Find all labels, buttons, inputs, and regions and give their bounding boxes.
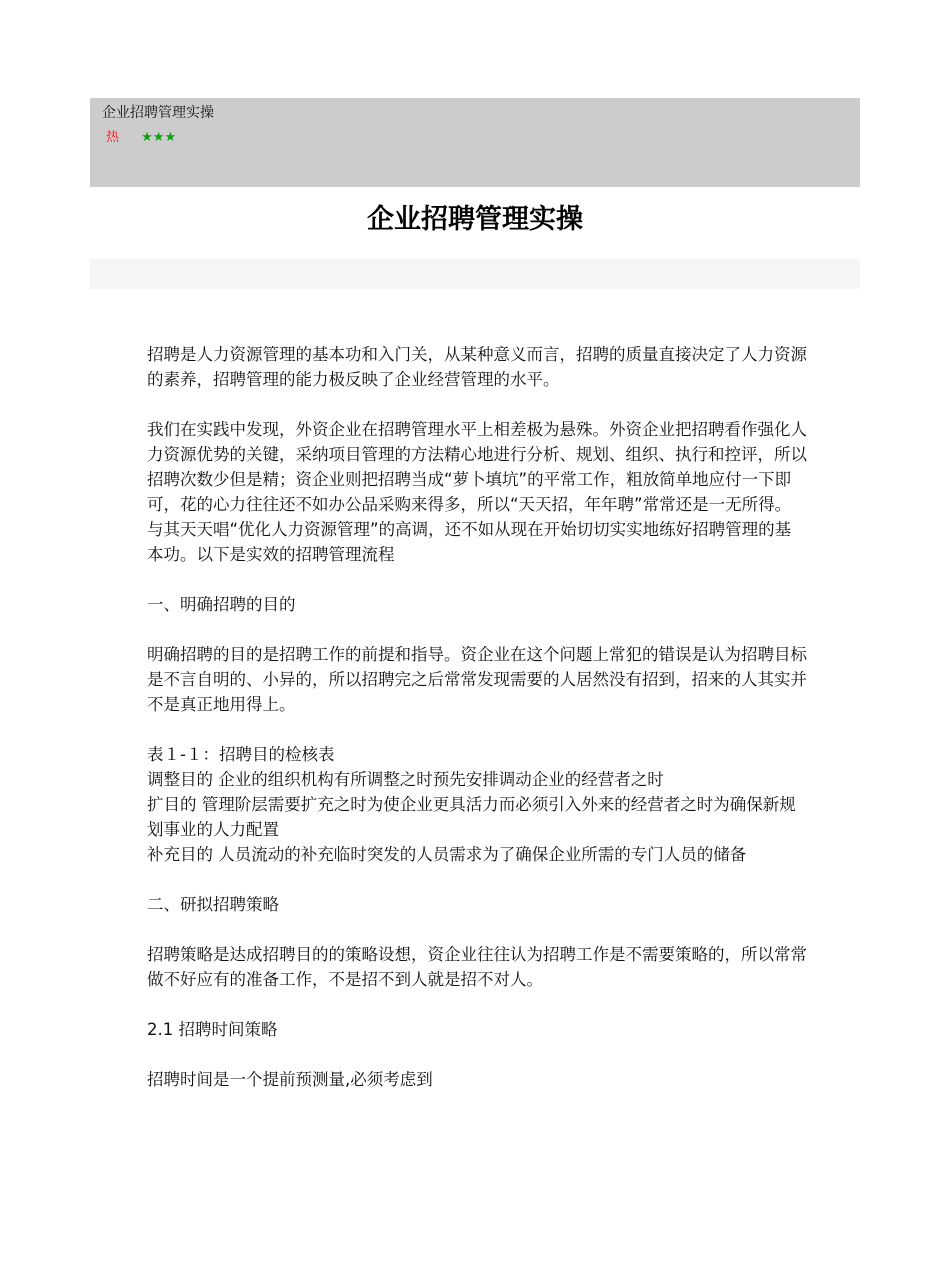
- paragraph-advice: 与其天天唱“优化人力资源管理”的高调，还不如从现在开始切切实实地练好招聘管理的基本功。以下是实效的招聘管理流程: [147, 520, 792, 564]
- table-row-expand: 扩目的 管理阶层需要扩充之时为使企业更具活力而必须引入外来的经营者之时为确保新规划事业的人力配置: [147, 795, 796, 839]
- document-title: 企业招聘管理实操: [367, 204, 583, 235]
- paragraph-purpose: 明确招聘的目的是招聘工作的前提和指导。资企业在这个问题上常犯的错误是认为招聘目标是不言自明的、小异的，所以招聘完之后常常发现需要的人居然没有招到，招来的人其实并不是真正地用得上。: [147, 645, 807, 714]
- info-bar: [90, 259, 860, 289]
- section-heading-1: 一、明确招聘的目的: [147, 595, 296, 614]
- header-badges: [106, 129, 176, 147]
- table-row-supplement: 补充目的 人员流动的补充临时突发的人员需求为了确保企业所需的专门人员的储备: [147, 845, 747, 864]
- subsection-heading-2-1: 2.1 招聘时间策略: [147, 1020, 278, 1039]
- paragraph-practice: 我们在实践中发现，外资企业在招聘管理水平上相差极为悬殊。外资企业把招聘看作强化人力资源优势的关键，采纳项目管理的方法精心地进行分析、规划、组织、执行和控评，所以招聘次数少但是精；资企业则把招聘当成“萝卜填坑”的平常工作，粗放简单地应付一下即可，花的心力往往还不如办公品采购来得多，所以“天天招，年年聘”常常还是一无所得。: [147, 420, 807, 514]
- header-banner: [90, 98, 860, 187]
- document-body: [147, 342, 807, 1092]
- table-row-adjust: 调整目的 企业的组织机构有所调整之时预先安排调动企业的经营者之时: [147, 770, 664, 789]
- paragraph-intro: 招聘是人力资源管理的基本功和入门关，从某种意义而言，招聘的质量直接决定了人力资源的素养，招聘管理的能力极反映了企业经营管理的水平。: [147, 345, 807, 389]
- hot-badge: 热: [106, 130, 120, 145]
- section-heading-2: 二、研拟招聘策略: [147, 895, 279, 914]
- table-caption: 表１-１：招聘目的检核表: [147, 745, 335, 764]
- paragraph-strategy: 招聘策略是达成招聘目的的策略设想，资企业往往认为招聘工作是不需要策略的，所以常常做不好应有的准备工作，不是招不到人就是招不对人。: [147, 945, 807, 989]
- header-title: 企业招聘管理实操: [102, 105, 214, 121]
- paragraph-timing: 招聘时间是一个提前预测量,必须考虑到: [147, 1070, 433, 1089]
- rating-stars: ★★★: [141, 130, 177, 145]
